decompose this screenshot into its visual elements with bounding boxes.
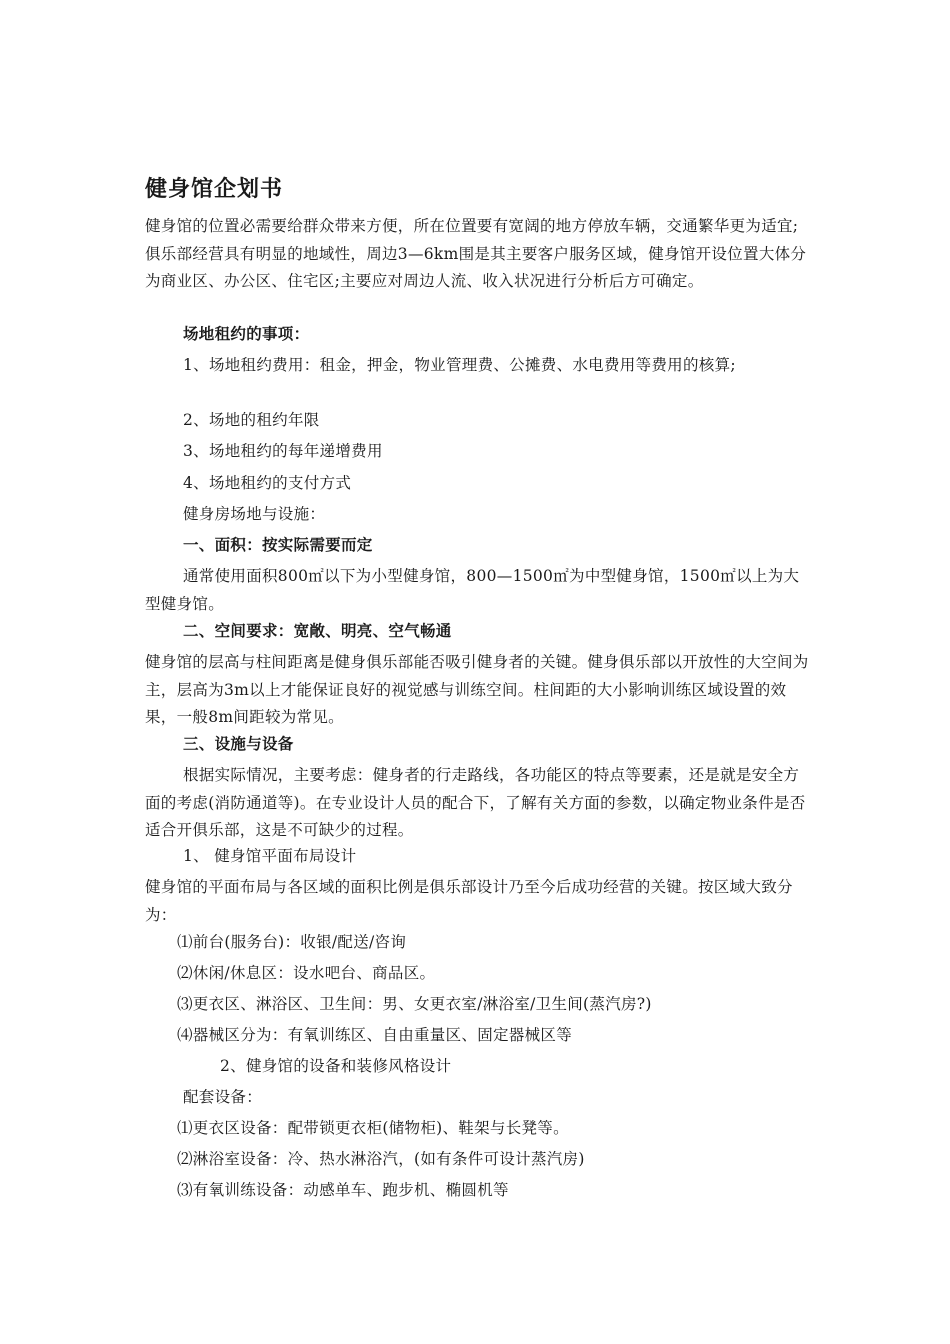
layout-heading: 1、 健身馆平面布局设计	[183, 847, 357, 865]
lease-item-3: 3、场地租约的每年递增费用	[183, 442, 383, 460]
facility-heading: 健身房场地与设施：	[183, 505, 326, 523]
space-heading: 二、空间要求：宽敞、明亮、空气畅通	[183, 622, 452, 640]
document-title: 健身馆企划书	[145, 177, 284, 202]
zone-item-2: ⑵休闲/休息区：设水吧台、商品区。	[177, 964, 436, 982]
zone-item-3: ⑶更衣区、淋浴区、卫生间：男、女更衣室/淋浴室/卫生间(蒸汽房?)	[177, 995, 652, 1013]
zone-item-1: ⑴前台(服务台)：收银/配送/咨询	[177, 933, 407, 951]
layout-paragraph: 健身馆的平面布局与各区域的面积比例是俱乐部设计乃至今后成功经营的关键。按区域大致分为：	[145, 878, 793, 924]
support-heading: 配套设备：	[183, 1088, 263, 1106]
area-paragraph: 通常使用面积800㎡以下为小型健身馆，800—1500㎡为中型健身馆，1500㎡以上为大型健身馆。	[145, 567, 800, 613]
space-paragraph: 健身馆的层高与柱间距离是健身俱乐部能否吸引健身者的关键。健身俱乐部以开放性的大空间为主，层高为3m以上才能保证良好的视觉感与训练空间。柱间距的大小影响训练区域设置的效果，一般8m间距较为常见。	[145, 653, 809, 726]
support-item-2: ⑵淋浴室设备：冷、热水淋浴汽，(如有条件可设计蒸汽房)	[177, 1150, 585, 1168]
lease-heading: 场地租约的事项：	[183, 325, 310, 343]
area-heading: 一、面积：按实际需要而定	[183, 536, 373, 554]
zone-item-4: ⑷器械区分为：有氧训练区、自由重量区、固定器械区等	[177, 1026, 573, 1044]
lease-item-1: 1、场地租约费用：租金，押金，物业管理费、公摊费、水电费用等费用的核算;	[183, 356, 736, 374]
intro-paragraph: 健身馆的位置必需要给群众带来方便，所在位置要有宽阔的地方停放车辆，交通繁华更为适宜;俱乐部经营具有明显的地域性，周边3—6km围是其主要客户服务区域，健身馆开设位置大体分为商业区、办公区、住宅区;主要应对周边人流、收入状况进行分析后方可确定。	[145, 217, 807, 290]
support-item-1: ⑴更衣区设备：配带锁更衣柜(储物柜)、鞋架与长凳等。	[177, 1119, 569, 1137]
lease-item-2: 2、场地的租约年限	[183, 411, 320, 429]
lease-item-4: 4、场地租约的支付方式	[183, 474, 352, 492]
equip-heading: 三、设施与设备	[183, 735, 294, 753]
equip-paragraph: 根据实际情况，主要考虑：健身者的行走路线，各功能区的特点等要素，还是就是安全方面的考虑(消防通道等)。在专业设计人员的配合下，了解有关方面的参数，以确定物业条件是否适合开俱乐部，这是不可缺少的过程。	[145, 766, 806, 839]
style-heading: 2、健身馆的设备和装修风格设计	[220, 1057, 452, 1075]
support-item-3: ⑶有氧训练设备：动感单车、跑步机、椭圆机等	[177, 1181, 509, 1199]
